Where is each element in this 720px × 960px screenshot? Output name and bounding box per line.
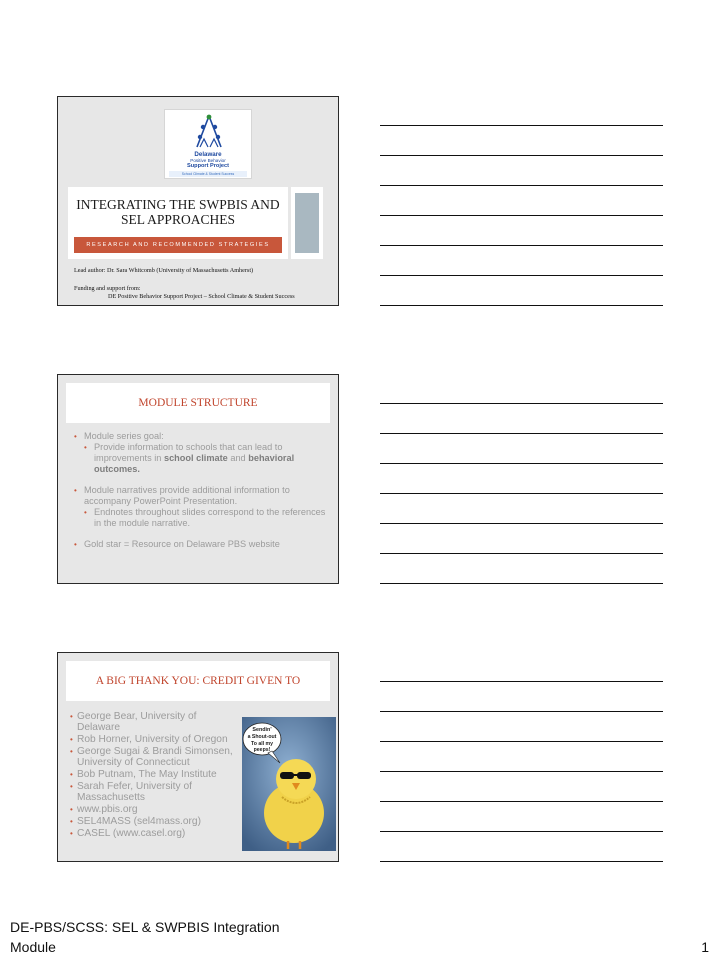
chick-illustration	[242, 717, 336, 851]
credit-item: • Rob Horner, University of Oregon	[70, 734, 240, 745]
note-line	[380, 801, 663, 802]
credit-item: • www.pbis.org	[70, 804, 240, 815]
sub-bullet-goal-text: Provide information to schools that can lead to improvements in	[94, 442, 283, 463]
note-line	[380, 275, 663, 276]
school-climate-text: school climate	[163, 453, 228, 463]
note-line	[380, 245, 663, 246]
sunglasses-left	[280, 772, 294, 779]
side-panel-fill	[295, 193, 319, 253]
chick-shoutout-image	[242, 717, 336, 851]
note-line	[380, 861, 663, 862]
note-line	[380, 185, 663, 186]
slide-1-thumbnail	[57, 96, 339, 306]
title-box	[68, 187, 288, 259]
note-line	[380, 583, 663, 584]
slide-3-title: A BIG THANK YOU: CREDIT GIVEN TO	[66, 661, 330, 701]
bullet-narratives: • Module narratives provide additional information to accompany PowerPoint Presentation.	[74, 485, 328, 507]
note-line	[380, 155, 663, 156]
speech-line-4: peeps!	[253, 747, 271, 753]
and-text: and	[227, 453, 249, 463]
sub-bullet-goal	[84, 442, 328, 475]
bullet-series-goal: • Module series goal:	[74, 431, 328, 442]
credit-item: • George Bear, University of Delaware	[70, 711, 240, 733]
logo-line-3: Support Project	[187, 163, 229, 169]
note-line	[380, 125, 663, 126]
credit-item: • SEL4MASS (sel4mass.org)	[70, 816, 240, 827]
funding-org: DE Positive Behavior Support Project – School Climate & Student Success	[108, 293, 295, 300]
slide-3-thumbnail	[57, 652, 339, 862]
logo-line-1: Delaware	[194, 151, 222, 158]
credit-item: • CASEL (www.casel.org)	[70, 828, 240, 839]
note-line	[380, 463, 663, 464]
slide-2-title: MODULE STRUCTURE	[66, 383, 330, 423]
slide-2-thumbnail	[57, 374, 339, 584]
credits-list	[70, 711, 240, 840]
behavioral-outcomes-text: behavioral outcomes.	[94, 453, 295, 474]
note-line	[380, 493, 663, 494]
speech-line-1: Sendin'	[252, 727, 272, 733]
title-side-panel	[291, 187, 323, 259]
module-structure-list	[74, 431, 328, 550]
delaware-pbs-logo	[164, 109, 252, 179]
footer-line-2: Module	[10, 939, 56, 955]
logo-line-2: Positive Behavior	[190, 158, 226, 163]
note-line	[380, 523, 663, 524]
footer-text	[10, 917, 279, 957]
lead-author: Lead author: Dr. Sara Whitcomb (University of Massachusetts Amherst)	[74, 267, 254, 274]
logo-line-4: School Climate & Student Success	[169, 171, 247, 177]
note-line	[380, 553, 663, 554]
note-line	[380, 215, 663, 216]
slide-1-subtitle-band: RESEARCH AND RECOMMENDED STRATEGIES	[74, 237, 282, 253]
bullet-gold-star: • Gold star = Resource on Delaware PBS website	[74, 539, 328, 550]
page-number: 1	[701, 939, 709, 955]
funding-label: Funding and support from:	[74, 285, 141, 292]
speech-line-3: To all my	[250, 741, 274, 747]
note-line	[380, 433, 663, 434]
note-line	[380, 305, 663, 306]
note-line	[380, 771, 663, 772]
sunglasses-right	[297, 772, 311, 779]
credit-item: • George Sugai & Brandi Simonsen, University of Connecticut	[70, 746, 240, 768]
chick-head	[276, 759, 316, 799]
speech-line-2: a Shout-out	[247, 734, 277, 740]
credit-item: • Sarah Fefer, University of Massachusetts	[70, 781, 240, 803]
note-line	[380, 741, 663, 742]
footer-line-1: DE-PBS/SCSS: SEL & SWPBIS Integration	[10, 919, 280, 935]
note-line	[380, 403, 663, 404]
figures-icon	[191, 113, 227, 151]
note-line	[380, 711, 663, 712]
sub-bullet-endnotes: • Endnotes throughout slides correspond to the references in the module narrative.	[84, 507, 328, 529]
credit-item: • Bob Putnam, The May Institute	[70, 769, 240, 780]
note-line	[380, 681, 663, 682]
note-line	[380, 831, 663, 832]
slide-1-title: INTEGRATING THE SWPBIS AND SEL APPROACHES	[76, 197, 280, 227]
